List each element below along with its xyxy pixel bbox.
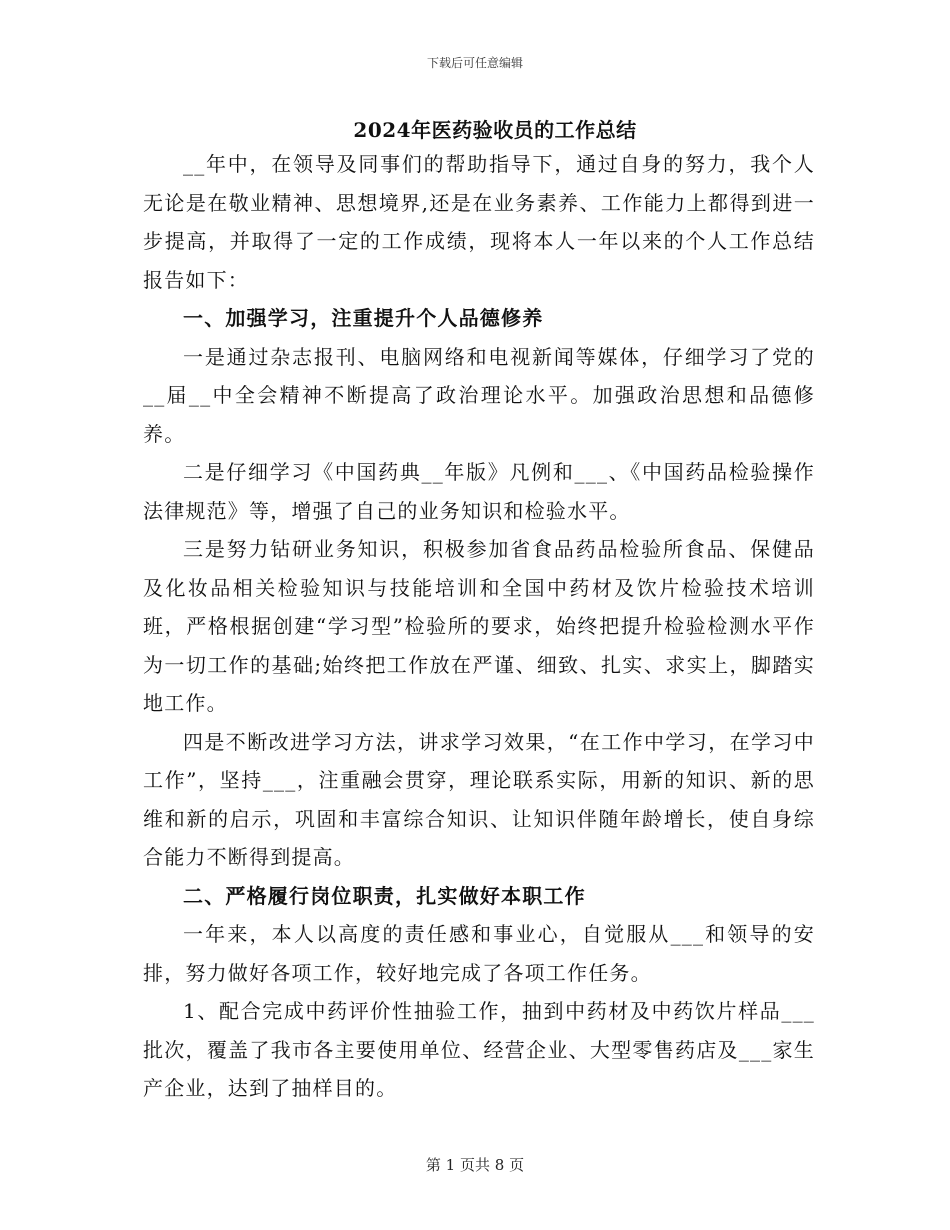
- document-body: [143, 145, 815, 1108]
- header-note: 下载后可任意编辑: [426, 56, 523, 70]
- paragraph-duty-intro: 一年来，本人以高度的责任感和事业心，自觉服从___和领导的安排，努力做好各项工作，较好地完成了各项工作任务。: [143, 922, 815, 985]
- paragraph-study-1: 一是通过杂志报刊、电脑网络和电视新闻等媒体，仔细学习了党的__届__中全会精神不断提高了政治理论水平。加强政治思想和品德修养。: [143, 344, 815, 446]
- section-heading-1: 一、加强学习，注重提升个人品德修养: [183, 306, 544, 330]
- page-number: 第 1 页共 8 页: [425, 1156, 525, 1174]
- intro-paragraph: __年中，在领导及同事们的帮助指导下，通过自身的努力，我个人无论是在敬业精神、思想境界,还是在业务素养、工作能力上都得到进一步提高，并取得了一定的工作成绩，现将本人一年以来的个人工作总结报告如下：: [143, 152, 815, 292]
- paragraph-study-3: 三是努力钻研业务知识，积极参加省食品药品检验所食品、保健品及化妆品相关检验知识与技能培训和全国中药材及饮片检验技术培训班，严格根据创建“学习型”检验所的要求，始终把提升检验检测水平作为一切工作的基础;始终把工作放在严谨、细致、扎实、求实上，脚踏实地工作。: [143, 537, 815, 715]
- paragraph-study-4: 四是不断改进学习方法，讲求学习效果，“在工作中学习，在学习中工作”，坚持___，注重融会贯穿，理论联系实际，用新的知识、新的思维和新的启示，巩固和丰富综合知识、让知识伴随年龄增长，使自身综合能力不断得到提高。: [143, 729, 815, 869]
- paragraph-duty-1: 1、配合完成中药评价性抽验工作，抽到中药材及中药饮片样品___批次，覆盖了我市各主要使用单位、经营企业、大型零售药店及___家生产企业，达到了抽样目的。: [143, 999, 815, 1100]
- paragraph-study-2: 二是仔细学习《中国药典__年版》凡例和___、《中国药品检验操作法律规范》等，增强了自己的业务知识和检验水平。: [143, 460, 815, 523]
- document-title: 2024年医药验收员的工作总结: [353, 118, 637, 142]
- section-heading-2: 二、严格履行岗位职责，扎实做好本职工作: [183, 883, 586, 908]
